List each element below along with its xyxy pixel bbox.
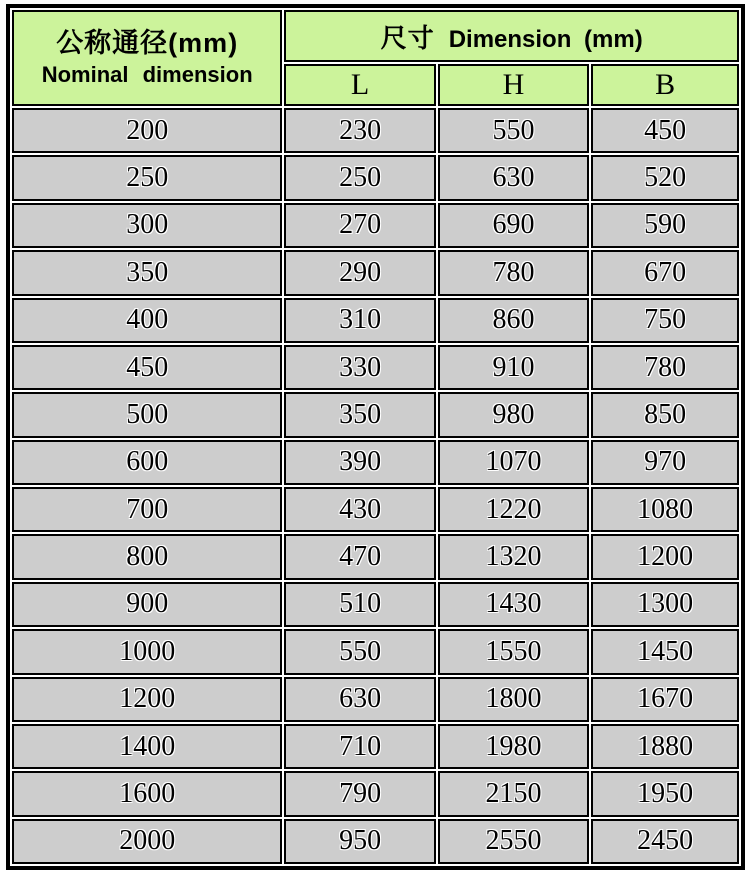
nominal-cell: 200 — [12, 108, 282, 153]
h-cell: 630 — [438, 155, 589, 200]
nominal-cell: 900 — [12, 582, 282, 627]
l-cell: 250 — [284, 155, 435, 200]
column-header-B: B — [591, 64, 739, 106]
nominal-cell: 700 — [12, 487, 282, 532]
table-row — [12, 345, 739, 390]
l-cell: 790 — [284, 771, 435, 816]
b-cell: 850 — [591, 392, 739, 437]
h-cell: 550 — [438, 108, 589, 153]
nominal-cell: 400 — [12, 298, 282, 343]
nominal-dimension-header — [12, 10, 282, 106]
l-cell: 310 — [284, 298, 435, 343]
table-row — [12, 771, 739, 816]
h-cell: 860 — [438, 298, 589, 343]
table-row — [12, 203, 739, 248]
l-cell: 630 — [284, 677, 435, 722]
dimension-table-container — [6, 4, 745, 870]
b-cell: 450 — [591, 108, 739, 153]
h-cell: 2550 — [438, 819, 589, 864]
table-row — [12, 819, 739, 864]
l-cell: 950 — [284, 819, 435, 864]
h-cell: 690 — [438, 203, 589, 248]
l-cell: 270 — [284, 203, 435, 248]
l-cell: 290 — [284, 250, 435, 295]
l-cell: 330 — [284, 345, 435, 390]
h-cell: 780 — [438, 250, 589, 295]
b-cell: 520 — [591, 155, 739, 200]
table-row — [12, 534, 739, 579]
nominal-cell: 500 — [12, 392, 282, 437]
b-cell: 670 — [591, 250, 739, 295]
h-cell: 1320 — [438, 534, 589, 579]
column-header-H: H — [438, 64, 589, 106]
table-row — [12, 392, 739, 437]
table-row — [12, 155, 739, 200]
column-header-L: L — [284, 64, 435, 106]
b-cell: 2450 — [591, 819, 739, 864]
table-row — [12, 250, 739, 295]
h-cell: 1070 — [438, 440, 589, 485]
nominal-header-cn: 公称通径(mm) — [56, 28, 239, 59]
h-cell: 2150 — [438, 771, 589, 816]
b-cell: 1950 — [591, 771, 739, 816]
dimension-table — [10, 8, 741, 866]
l-cell: 430 — [284, 487, 435, 532]
h-cell: 980 — [438, 392, 589, 437]
table-row — [12, 440, 739, 485]
l-cell: 710 — [284, 724, 435, 769]
table-row — [12, 629, 739, 674]
b-cell: 1450 — [591, 629, 739, 674]
table-row — [12, 487, 739, 532]
nominal-cell: 600 — [12, 440, 282, 485]
nominal-cell: 1000 — [12, 629, 282, 674]
h-cell: 1220 — [438, 487, 589, 532]
b-cell: 590 — [591, 203, 739, 248]
nominal-cell: 2000 — [12, 819, 282, 864]
table-header — [12, 10, 739, 106]
l-cell: 470 — [284, 534, 435, 579]
nominal-cell: 350 — [12, 250, 282, 295]
b-cell: 1670 — [591, 677, 739, 722]
b-cell: 1880 — [591, 724, 739, 769]
b-cell: 1300 — [591, 582, 739, 627]
l-cell: 510 — [284, 582, 435, 627]
dimension-title-header — [284, 10, 739, 62]
l-cell: 550 — [284, 629, 435, 674]
nominal-cell: 250 — [12, 155, 282, 200]
b-cell: 1200 — [591, 534, 739, 579]
h-cell: 1800 — [438, 677, 589, 722]
nominal-header-en: Nominal dimension — [41, 62, 253, 88]
dimension-title-en: Dimension (mm) — [448, 25, 643, 53]
nominal-cell: 300 — [12, 203, 282, 248]
h-cell: 910 — [438, 345, 589, 390]
table-row — [12, 724, 739, 769]
b-cell: 1080 — [591, 487, 739, 532]
nominal-cell: 450 — [12, 345, 282, 390]
header-row-top — [12, 10, 739, 62]
nominal-cell: 1600 — [12, 771, 282, 816]
h-cell: 1550 — [438, 629, 589, 674]
b-cell: 970 — [591, 440, 739, 485]
dimension-title-cn: 尺寸 — [380, 22, 435, 53]
table-row — [12, 108, 739, 153]
l-cell: 390 — [284, 440, 435, 485]
table-row — [12, 298, 739, 343]
b-cell: 780 — [591, 345, 739, 390]
h-cell: 1430 — [438, 582, 589, 627]
l-cell: 230 — [284, 108, 435, 153]
nominal-cell: 1400 — [12, 724, 282, 769]
table-row — [12, 582, 739, 627]
nominal-cell: 800 — [12, 534, 282, 579]
table-body — [12, 108, 739, 864]
l-cell: 350 — [284, 392, 435, 437]
b-cell: 750 — [591, 298, 739, 343]
h-cell: 1980 — [438, 724, 589, 769]
nominal-cell: 1200 — [12, 677, 282, 722]
table-row — [12, 677, 739, 722]
